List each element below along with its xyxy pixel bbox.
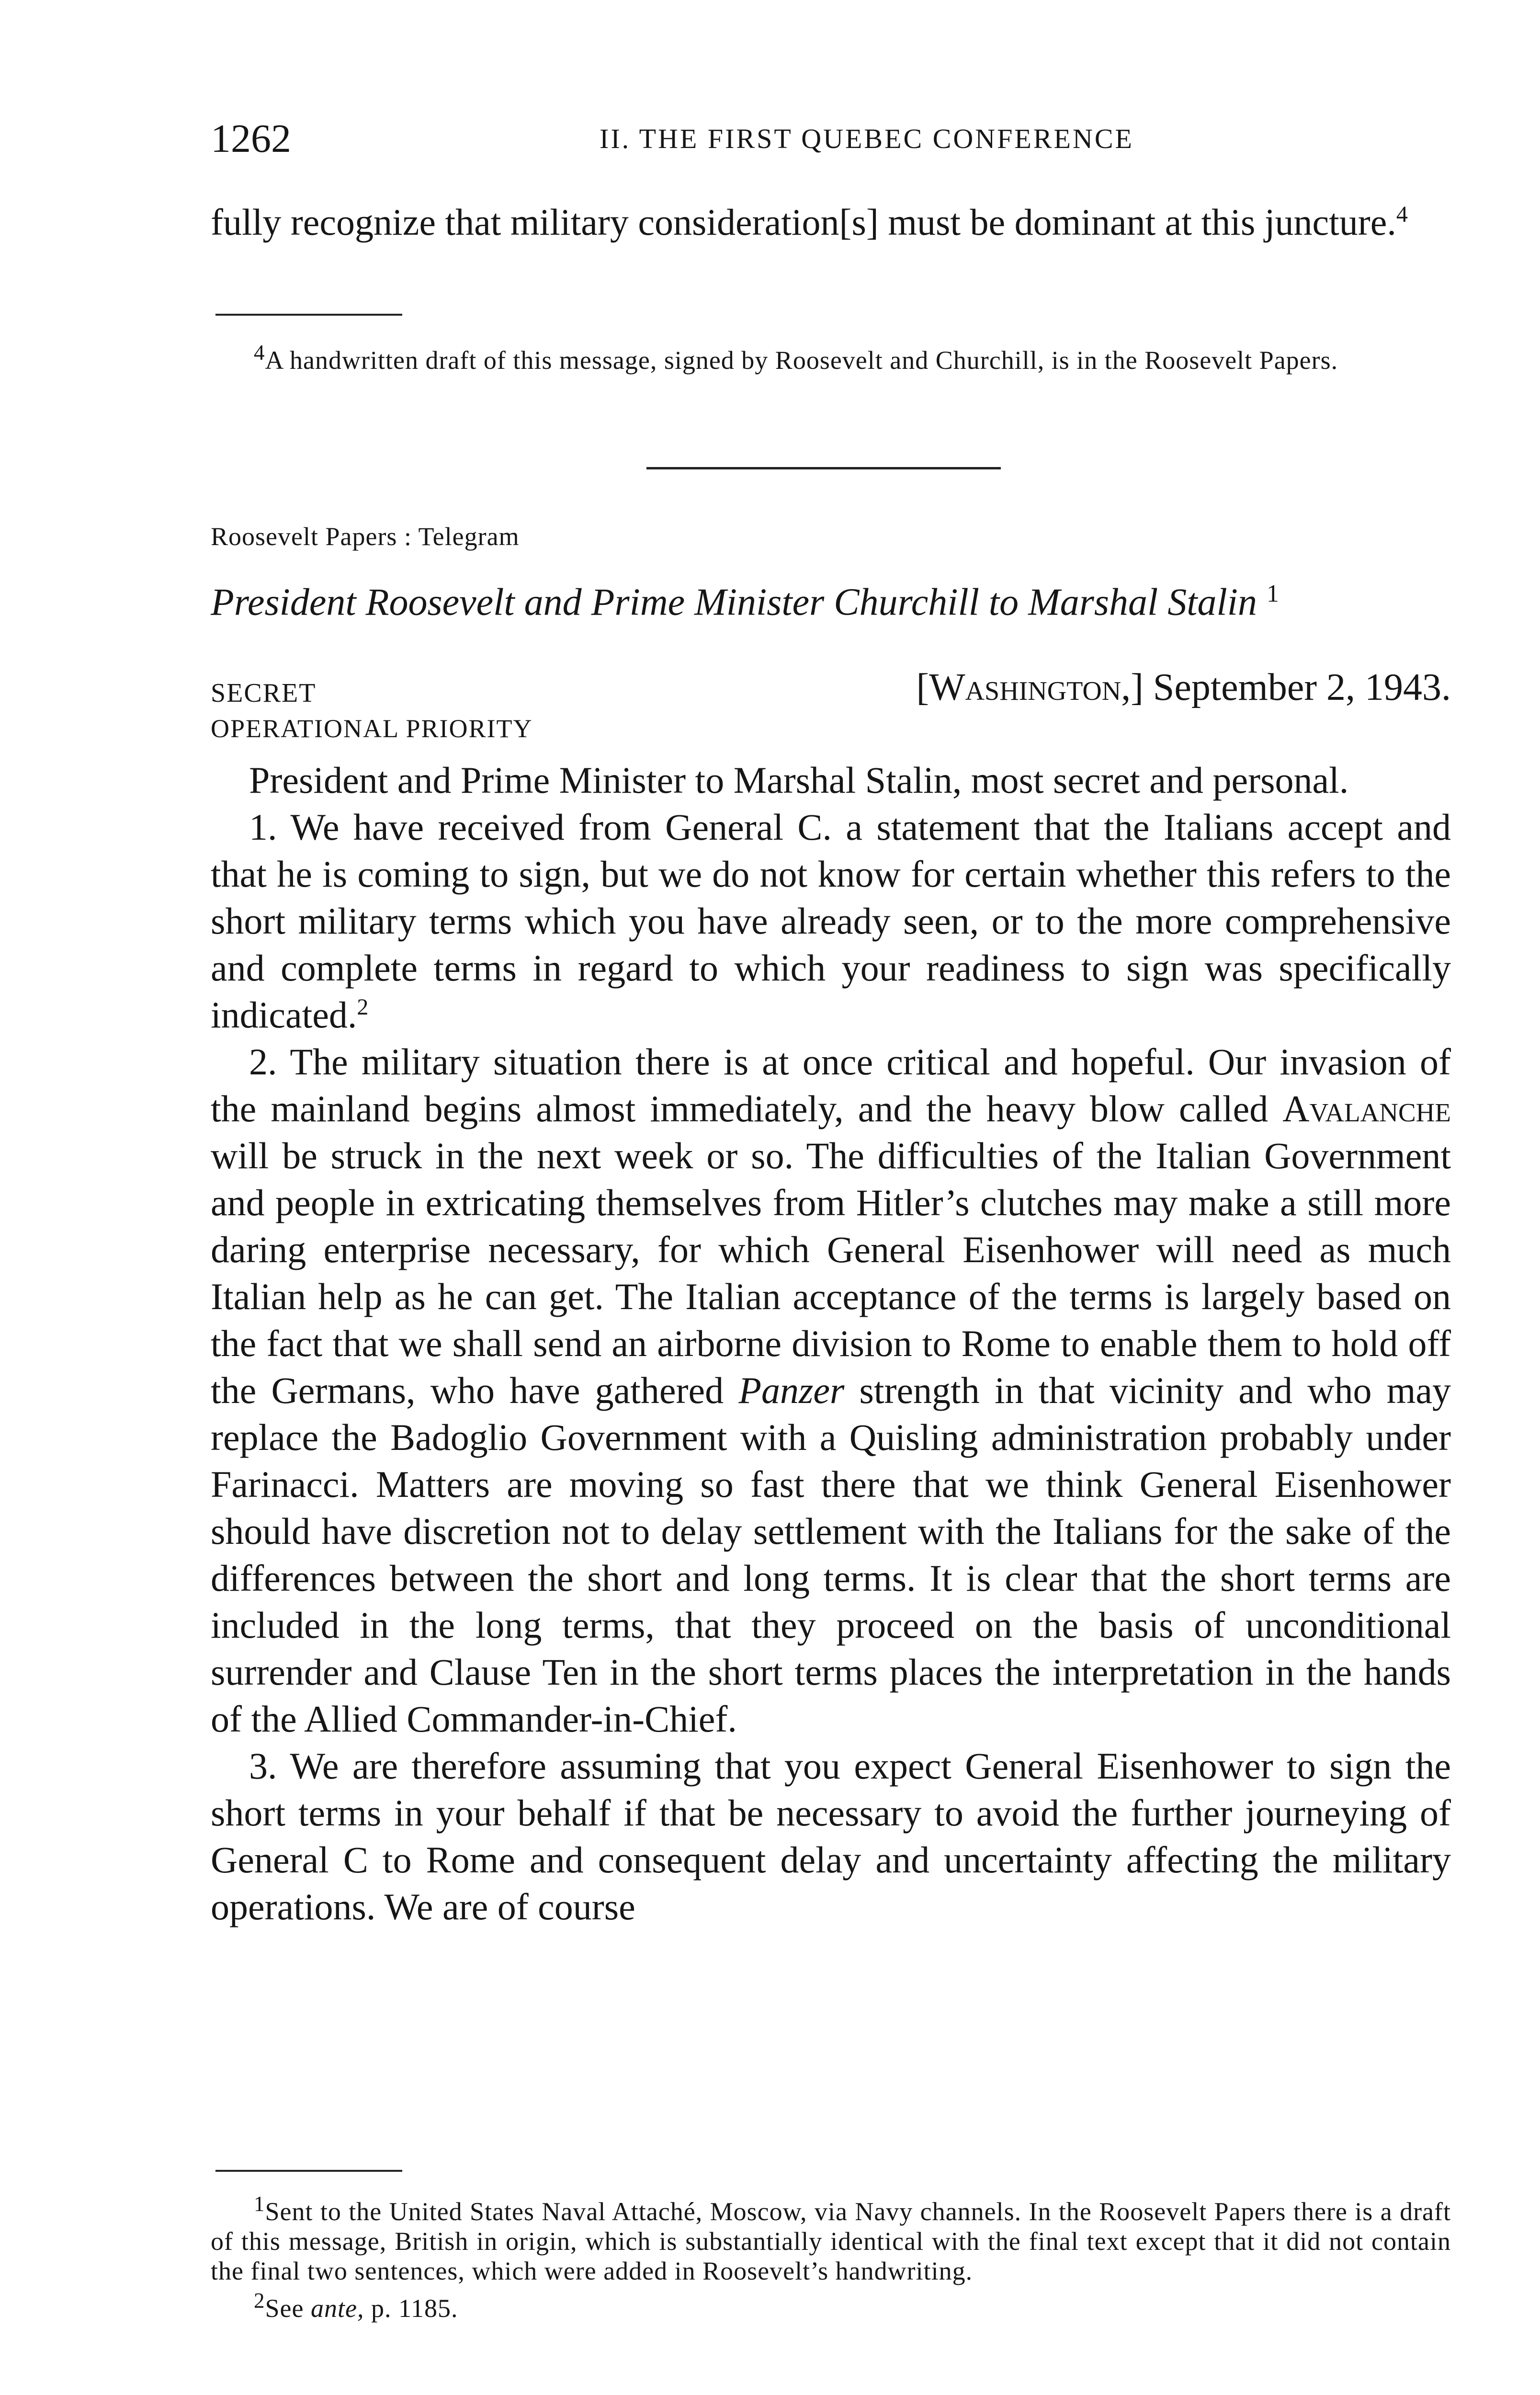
paragraph-1 [211, 804, 1451, 1038]
paragraph-2-text-a: 2. The military situation there is at once critical and hopeful. Our invasion of the mainland begins almost immediately, and the heavy blow called [211, 1041, 1451, 1129]
carryover-paragraph [211, 199, 1451, 246]
footnote-2-marker: 2 [254, 2289, 265, 2313]
page-header [211, 113, 1451, 165]
message-body [211, 757, 1451, 1930]
running-head: II. THE FIRST QUEBEC CONFERENCE [600, 123, 1134, 154]
footnotes-bottom [211, 2189, 1451, 2323]
footnote-4 [211, 338, 1451, 375]
dateline-open: [ [916, 666, 929, 708]
footnote-ref-1: 1 [1266, 580, 1279, 607]
paragraph-1-text: 1. We have received from General C. a statement that the Italians accept and that he is coming to sign, but we do not know for certain whether this refers to the short military terms which you have already seen, or to the more comprehensive and complete terms in regard to which your readiness to sign was specifically indicated. [211, 806, 1451, 1036]
footnote-rule [215, 314, 402, 316]
classification-label: SECRET [211, 678, 317, 708]
page-number: 1262 [211, 116, 291, 161]
footnote-2 [211, 2286, 1451, 2323]
paragraph-2-text-b: will be struck in the next week or so. The difficulties of the Italian Government and people in extricating themselves from Hitler’s clutches may make a still more daring enterprise necessary, for which General Eisenhower will need as much Italian help as he can get. The Italian acceptance of the terms is largely based on the fact that we shall send an airborne division to Rome to enable them to hold off the Germans, who have gathered [211, 1135, 1451, 1411]
document-title-text: President Roosevelt and Prime Minister Churchill to Marshal Stalin [211, 581, 1257, 624]
footnote-ref-4: 4 [1396, 202, 1408, 227]
footnote-rule-bottom [215, 2170, 402, 2172]
footnote-2-suffix: p. 1185. [364, 2294, 458, 2323]
carryover-text: fully recognize that military consideration[s] must be dominant at this juncture. [211, 201, 1396, 243]
document-title [211, 568, 1451, 629]
section-separator [646, 467, 1001, 469]
footnote-text: A handwritten draft of this message, signed by Roosevelt and Churchill, is in the Roosevelt Papers. [265, 346, 1338, 375]
paragraph-3: 3. We are therefore assuming that you expect General Eisenhower to sign the short terms in your behalf if that be necessary to avoid the further journeying of General C to Rome and consequent delay and uncertainty affecting the military operations. We are of course [211, 1745, 1451, 1927]
panzer-italic: Panzer [738, 1369, 845, 1411]
classification-row [211, 663, 1451, 711]
footnote-ref-2: 2 [357, 994, 369, 1020]
paragraph-2 [211, 1038, 1451, 1743]
dateline [916, 663, 1451, 711]
salutation-paragraph: President and Prime Minister to Marshal Stalin, most secret and personal. [249, 759, 1349, 801]
footnote-1 [211, 2189, 1451, 2286]
footnote-1-marker: 1 [254, 2192, 265, 2216]
codename-avalanche: Avalanche [1282, 1088, 1451, 1129]
document-source: Roosevelt Papers : Telegram [211, 522, 520, 551]
dateline-place: Washington, [929, 666, 1131, 708]
footnote-1-text: Sent to the United States Naval Attaché, Moscow, via Navy channels. In the Roosevelt Papers there is a draft of this message, British in origin, which is substantially identical with the final text except that it did not contain the final two sentences, which were added in Roosevelt’s handwriting. [211, 2197, 1451, 2285]
priority-label: OPERATIONAL PRIORITY [211, 714, 533, 743]
footnote-2-ante: ante, [310, 2294, 364, 2323]
dateline-date: ] September 2, 1943. [1131, 666, 1451, 708]
footnote-2-prefix: See [265, 2294, 311, 2323]
paragraph-2-text-c: strength in that vicinity and who may replace the Badoglio Government with a Quisling administration probably under Farinacci. Matters are moving so fast there that we think General Eisenhower should have discretion not to delay settlement with the Italians for the sake of the differences between the short and long terms. It is clear that the short terms are included in the long terms, that they proceed on the basis of unconditional surrender and Clause Ten in the short terms places the interpretation in the hands of the Allied Commander-in-Chief. [211, 1369, 1451, 1740]
footnote-marker: 4 [254, 341, 265, 365]
